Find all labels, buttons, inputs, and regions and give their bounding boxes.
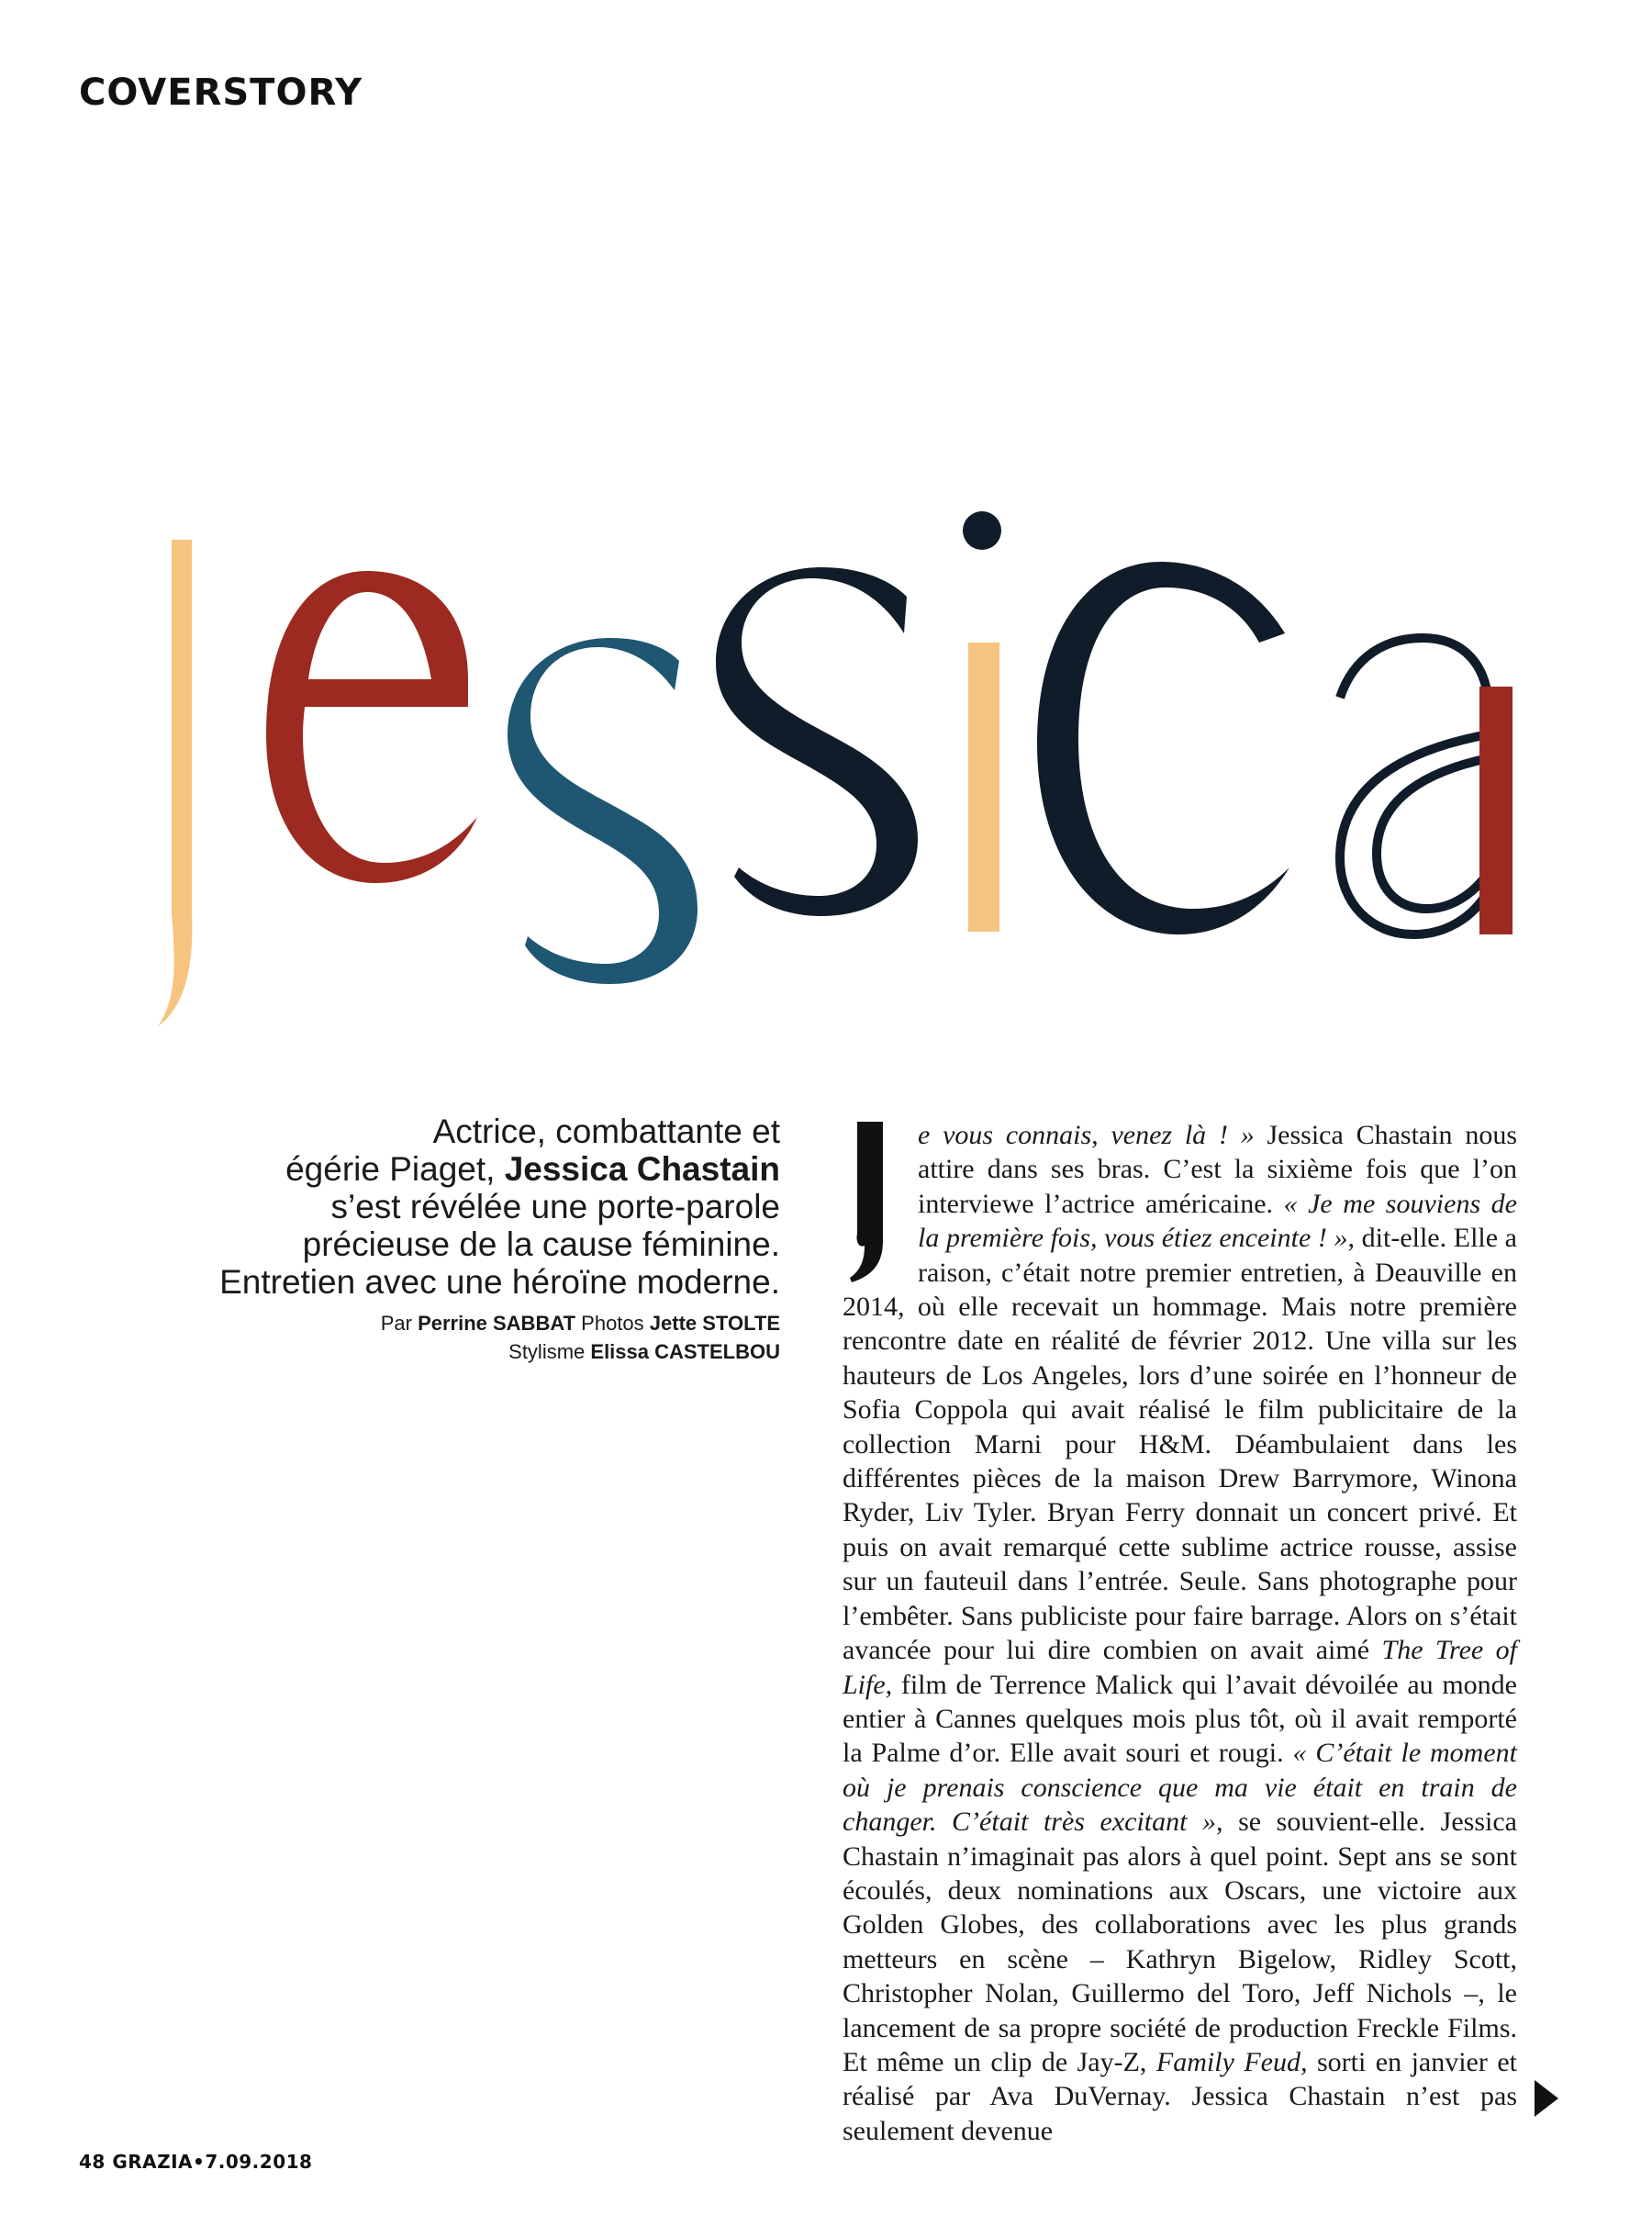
title-letter-s-blue	[508, 638, 698, 984]
section-label: COVERSTORY	[79, 72, 363, 114]
title-letter-c	[1037, 562, 1289, 934]
article-quote-1: e vous connais, venez là ! »	[918, 1120, 1255, 1150]
credits-stylisme-label: Stylisme	[508, 1340, 586, 1363]
issue-date: 7.09.2018	[205, 2151, 313, 2173]
article-quote-3: « C’était le moment où je prenais conscience que ma vie était en train de changer. C’était très excitant »,	[843, 1738, 1517, 1838]
title-c-shape	[1037, 562, 1289, 934]
title-s-blue-shape	[508, 638, 698, 984]
deck-line-2	[211, 1150, 780, 1188]
article-quote-2: « Je me souviens de la première fois, vous étiez enceinte ! »	[918, 1188, 1517, 1254]
article-film-1: The Tree of Life,	[843, 1635, 1518, 1700]
article-film-2: Family Feud,	[1155, 2046, 1308, 2077]
dropcap-j	[844, 1122, 890, 1282]
credits-line-1	[211, 1309, 780, 1337]
credits-stylist: Elissa CASTELBOU	[590, 1340, 780, 1363]
credits-author: Perrine SABBAT	[418, 1312, 576, 1335]
credits	[211, 1309, 780, 1366]
title-s-navy-shape	[716, 567, 918, 916]
title-letter-j	[158, 540, 192, 1026]
article-text-5: sorti en janvier et réalisé par Ava DuVernay. Jessica Chastain n’est pas seulement devenue	[843, 2046, 1517, 2146]
credits-line-2	[211, 1337, 780, 1366]
deck-line-2-text: égérie Piaget,	[285, 1150, 496, 1188]
title-e-shape	[266, 571, 477, 883]
deck-subject-name: Jessica Chastain	[504, 1150, 780, 1188]
deck-line-3: s’est révélée une porte-parole	[330, 1188, 780, 1225]
continue-arrow-icon	[1535, 2080, 1558, 2117]
title-i-dot	[963, 511, 1001, 550]
title-a-stem	[1479, 687, 1512, 934]
folio	[79, 2151, 312, 2173]
article-body	[843, 1118, 1517, 2148]
title-letter-e	[266, 571, 477, 883]
title-j-stem	[172, 540, 192, 916]
magazine-name: GRAZIA	[112, 2151, 194, 2173]
article-text-2: , dit-elle. Elle a raison, c’était notre premier entretien, à Deauville en 2014, où elle recevait un hommage. Mais notre première rencontre date en réalité de février 2012. Une villa sur les hauteurs de Los Angeles, lors d’une soirée en l’honneur de Sofia Coppola qui avait réalisé le film publicitaire de la collection Marni pour H&M. Déambulaient dans les différentes pièces de la maison Drew Barrymore, Winona Ryder, Liv Tyler. Bryan Ferry donnait un concert privé. Et puis on avait remarqué cette sublime actrice rousse, assise sur un fauteuil dans l’entrée. Seule. Sans photographe pour l’embêter. Sans publiciste pour faire barrage. Alors on s’était avancée pour lui dire combien on avait aimé	[843, 1223, 1517, 1666]
credits-photos-label: Photos	[581, 1312, 644, 1335]
dropcap-j-glyph	[844, 1122, 890, 1282]
title-letter-i	[963, 511, 1001, 932]
title-i-stem	[968, 643, 999, 932]
title-jessica	[0, 0, 1652, 1046]
title-j-tail	[158, 913, 192, 1026]
article-text-1: Jessica Chastain nous attire dans ses bras. C’est la sixième fois que l’on interviewe l’actrice américaine.	[918, 1120, 1518, 1219]
article-text-4: se souvient-elle. Jessica Chastain n’imaginait pas alors à quel point. Sept ans se sont écoulés, deux nominations aux Oscars, une victoire aux Golden Globes, des collaborations avec les plus grands metteurs en scène – Kathryn Bigelow, Ridley Scott, Christopher Nolan, Guillermo del Toro, Jeff Nichols –, le lancement de sa propre société de production Freckle Films. Et même un clip de Jay-Z,	[843, 1806, 1517, 2077]
article-text-3: film de Terrence Malick qui l’avait dévoilée au monde entier à Cannes quelques mois plus tôt, où il avait remporté la Palme d’or. Elle avait souri et rougi.	[843, 1669, 1517, 1769]
deck-line-5: Entretien avec une héroïne moderne.	[219, 1263, 780, 1301]
credits-par-label: Par	[380, 1312, 412, 1335]
folio-separator: •	[193, 2151, 206, 2173]
title-letter-s-navy	[716, 567, 918, 916]
dropcap-j-path	[850, 1122, 883, 1282]
deck	[211, 1113, 780, 1301]
article-paragraph	[843, 1118, 1517, 2148]
deck-line-1: Actrice, combattante et	[432, 1113, 780, 1150]
deck-line-4: précieuse de la cause féminine.	[302, 1225, 780, 1263]
page-number: 48	[79, 2151, 106, 2173]
credits-photographer: Jette STOLTE	[649, 1312, 780, 1335]
title-letter-a	[1340, 638, 1512, 934]
title-a-bowl	[1340, 638, 1489, 934]
